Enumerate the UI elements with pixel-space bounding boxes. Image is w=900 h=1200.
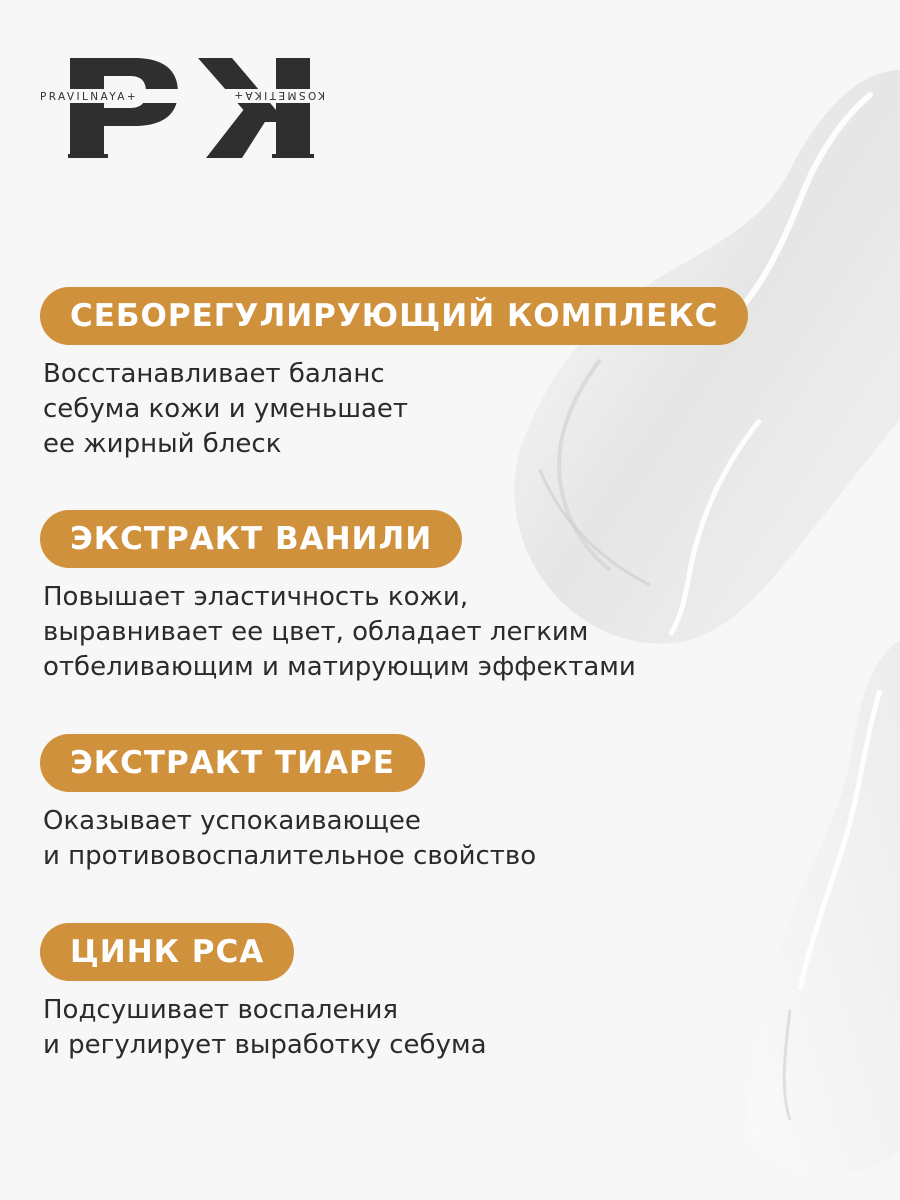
- ingredient-title-badge: СЕБОРЕГУЛИРУЮЩИЙ КОМПЛЕКС: [40, 287, 748, 345]
- ingredient-title-badge: ЭКСТРАКТ ТИАРЕ: [40, 734, 425, 792]
- ingredient-title-badge: ЭКСТРАКТ ВАНИЛИ: [40, 510, 462, 568]
- brand-logo: [38, 58, 328, 168]
- ingredient-description: Подсушивает воспаления и регулирует выработку себума: [43, 995, 487, 1060]
- ingredient-description: Повышает эластичность кожи, выравнивает ее цвет, обладает легким отбеливающим и матирующим эффектами: [43, 582, 636, 682]
- ingredient-section: [40, 734, 536, 874]
- ingredient-section: [40, 510, 636, 685]
- ingredient-title-badge: ЦИНК PCA: [40, 923, 294, 981]
- ingredient-description: Оказывает успокаивающее и противовоспалительное свойство: [43, 806, 537, 871]
- svg-text:KOSMETIKA+: KOSMETIKA+: [231, 89, 325, 101]
- ingredient-description: Восстанавливает баланс себума кожи и уменьшает ее жирный блеск: [43, 359, 409, 459]
- ingredient-section: [40, 287, 748, 462]
- svg-text:PRAVILNAYA+: PRAVILNAYA+: [40, 91, 139, 103]
- ingredient-section: [40, 923, 487, 1063]
